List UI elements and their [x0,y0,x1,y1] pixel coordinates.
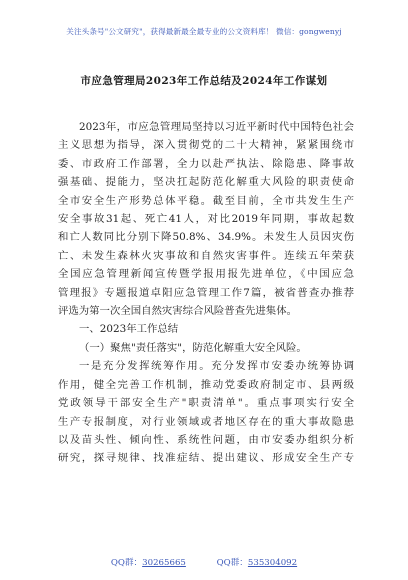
paragraph-line: 2023年，市应急管理局坚持以习近平新时代中国特色社会 [79,121,354,133]
paragraph-line: 委、市政府工作部署，全力以赴严执法、除隐患、降事故 [58,157,354,170]
paragraph-line: 评选为第一次全国自然灾害综合风险普查先进集体。 [58,305,297,318]
qq-group-1 [111,556,186,568]
qq-group-number[interactable]: 535304092 [247,558,298,568]
promo-banner: 关注头条号"公文研究"，获得最新最全最专业的公文资料库！ 微信：gongwenyj [66,27,342,36]
paragraph-line: 全国应急管理新闻宣传暨学报用报先进单位，《中国应急 [58,268,354,281]
paragraph-line: 和亡人数同比分别下降50.8%、34.9%。未发生人员因灾伤 [58,231,354,244]
paragraph-line: 亡、未发生森林火灾事故和自然灾害事件。连续五年荣获 [58,249,354,262]
qq-group-label: QQ群： [110,558,143,568]
paragraph-line: 强基础、提能力，坚决扛起防范化解重大风险的职责使命 [58,176,354,189]
paragraph-line: 作用，健全完善工作机制，推动党委政府制定市、县两级 [58,378,354,391]
paragraph-line: 以及苗头性、倾向性、系统性问题，由市安委办组织分析 [58,433,354,446]
qq-group-label: QQ群： [216,558,248,568]
paragraph-line: 党政领导干部安全生产"职责清单"。重点事项实行安全 [58,397,354,410]
qq-group-2 [217,556,298,568]
document-title: 市应急管理局2023年工作总结及2024年工作谋划 [80,75,328,87]
subsection-heading: （一）聚焦"责任落实"，防范化解重大安全风险。 [79,341,307,354]
footer-contact [0,556,408,568]
paragraph-line: 管理报》专题报道卓阳应急管理工作7篇，被省普查办推荐 [58,286,354,299]
paragraph-line: 安全事故31起、死亡41人，对比2019年同期，事故起数 [58,213,354,226]
document-body [58,118,354,468]
section-heading: 一、2023年工作总结 [79,323,179,336]
paragraph-line: 全市安全生产形势总体平稳。截至目前，全市共发生生产 [58,194,354,207]
paragraph-line: 主义思想为指导，深入贯彻党的二十大精神，紧紧围绕市 [58,139,354,152]
paragraph-line: 一是充分发挥统筹作用。充分发挥市安委办统筹协调 [79,360,354,373]
qq-group-number[interactable]: 30265665 [142,558,186,568]
paragraph-line: 生产专报制度，对行业领域或者地区存在的重大事故隐患 [58,415,354,428]
paragraph-line: 研究，探寻规律、找准症结、提出建议、形成安全生产专 [58,452,354,465]
